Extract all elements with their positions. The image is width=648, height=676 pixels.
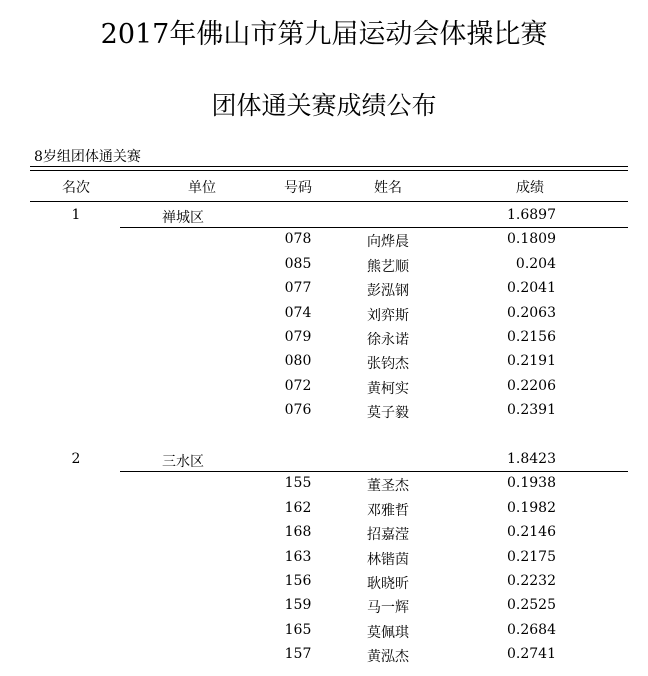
section-title: 8岁组团体通关赛 xyxy=(34,149,141,165)
member-score: 0.2525 xyxy=(507,597,556,613)
member-score: 0.2156 xyxy=(507,329,556,345)
team-total-score: 1.8423 xyxy=(507,451,556,467)
member-number: 157 xyxy=(284,646,312,662)
member-score: 0.1938 xyxy=(507,475,556,491)
header-rank: 名次 xyxy=(62,180,90,196)
member-name: 董圣杰 xyxy=(367,478,409,494)
member-score: 0.1809 xyxy=(507,231,556,247)
member-number: 159 xyxy=(284,597,312,613)
member-score: 0.2206 xyxy=(507,378,556,394)
member-score: 0.2232 xyxy=(507,573,556,589)
member-name: 彭泓钢 xyxy=(367,283,409,299)
header-score: 成绩 xyxy=(516,180,544,196)
member-name: 马一辉 xyxy=(367,600,409,616)
member-name: 徐永诺 xyxy=(367,332,409,348)
member-number: 074 xyxy=(284,305,312,321)
member-name: 向烨晨 xyxy=(367,234,409,250)
member-number: 085 xyxy=(284,256,312,272)
page-title: 2017年佛山市第九届运动会体操比赛 xyxy=(100,19,548,50)
team-unit: 三水区 xyxy=(162,454,204,470)
member-score: 0.2391 xyxy=(507,402,556,418)
member-name: 莫佩琪 xyxy=(367,625,409,641)
member-score: 0.2741 xyxy=(507,646,556,662)
member-number: 078 xyxy=(284,231,312,247)
member-score: 0.2191 xyxy=(507,353,556,369)
header-unit: 单位 xyxy=(188,180,216,196)
member-name: 熊艺顺 xyxy=(367,259,409,275)
member-name: 林锴茵 xyxy=(367,552,409,568)
member-score: 0.2684 xyxy=(507,622,556,638)
member-score: 0.2146 xyxy=(507,524,556,540)
member-name: 黄泓杰 xyxy=(367,649,409,665)
team-rank: 2 xyxy=(71,451,81,467)
member-number: 080 xyxy=(284,353,312,369)
member-name: 招嘉滢 xyxy=(367,527,409,543)
team-total-score: 1.6897 xyxy=(507,207,556,223)
member-score: 0.2063 xyxy=(507,305,556,321)
member-number: 076 xyxy=(284,402,312,418)
member-number: 072 xyxy=(284,378,312,394)
team-rank: 1 xyxy=(71,207,81,223)
member-number: 168 xyxy=(284,524,312,540)
team-underline xyxy=(120,471,628,472)
member-score: 0.2041 xyxy=(507,280,556,296)
header-name: 姓名 xyxy=(374,180,402,196)
member-number: 162 xyxy=(284,500,312,516)
member-name: 黄柯实 xyxy=(367,381,409,397)
header-rule-top-2 xyxy=(30,170,628,171)
member-score: 0.204 xyxy=(515,256,556,272)
team-underline xyxy=(120,227,628,228)
header-number: 号码 xyxy=(284,180,312,196)
member-score: 0.2175 xyxy=(507,549,556,565)
member-number: 163 xyxy=(284,549,312,565)
team-unit: 禅城区 xyxy=(162,210,204,226)
header-rule-top xyxy=(30,166,628,167)
member-name: 张钧杰 xyxy=(367,356,409,372)
member-score: 0.1982 xyxy=(507,500,556,516)
header-rule-bottom xyxy=(30,201,628,202)
member-number: 077 xyxy=(284,280,312,296)
member-name: 刘弈斯 xyxy=(367,308,409,324)
member-name: 邓雅哲 xyxy=(367,503,409,519)
member-number: 165 xyxy=(284,622,312,638)
member-number: 155 xyxy=(284,475,312,491)
page-subtitle: 团体通关赛成绩公布 xyxy=(211,91,437,120)
member-name: 耿晓昕 xyxy=(367,576,409,592)
member-number: 079 xyxy=(284,329,312,345)
member-number: 156 xyxy=(284,573,312,589)
member-name: 莫子毅 xyxy=(367,405,409,421)
